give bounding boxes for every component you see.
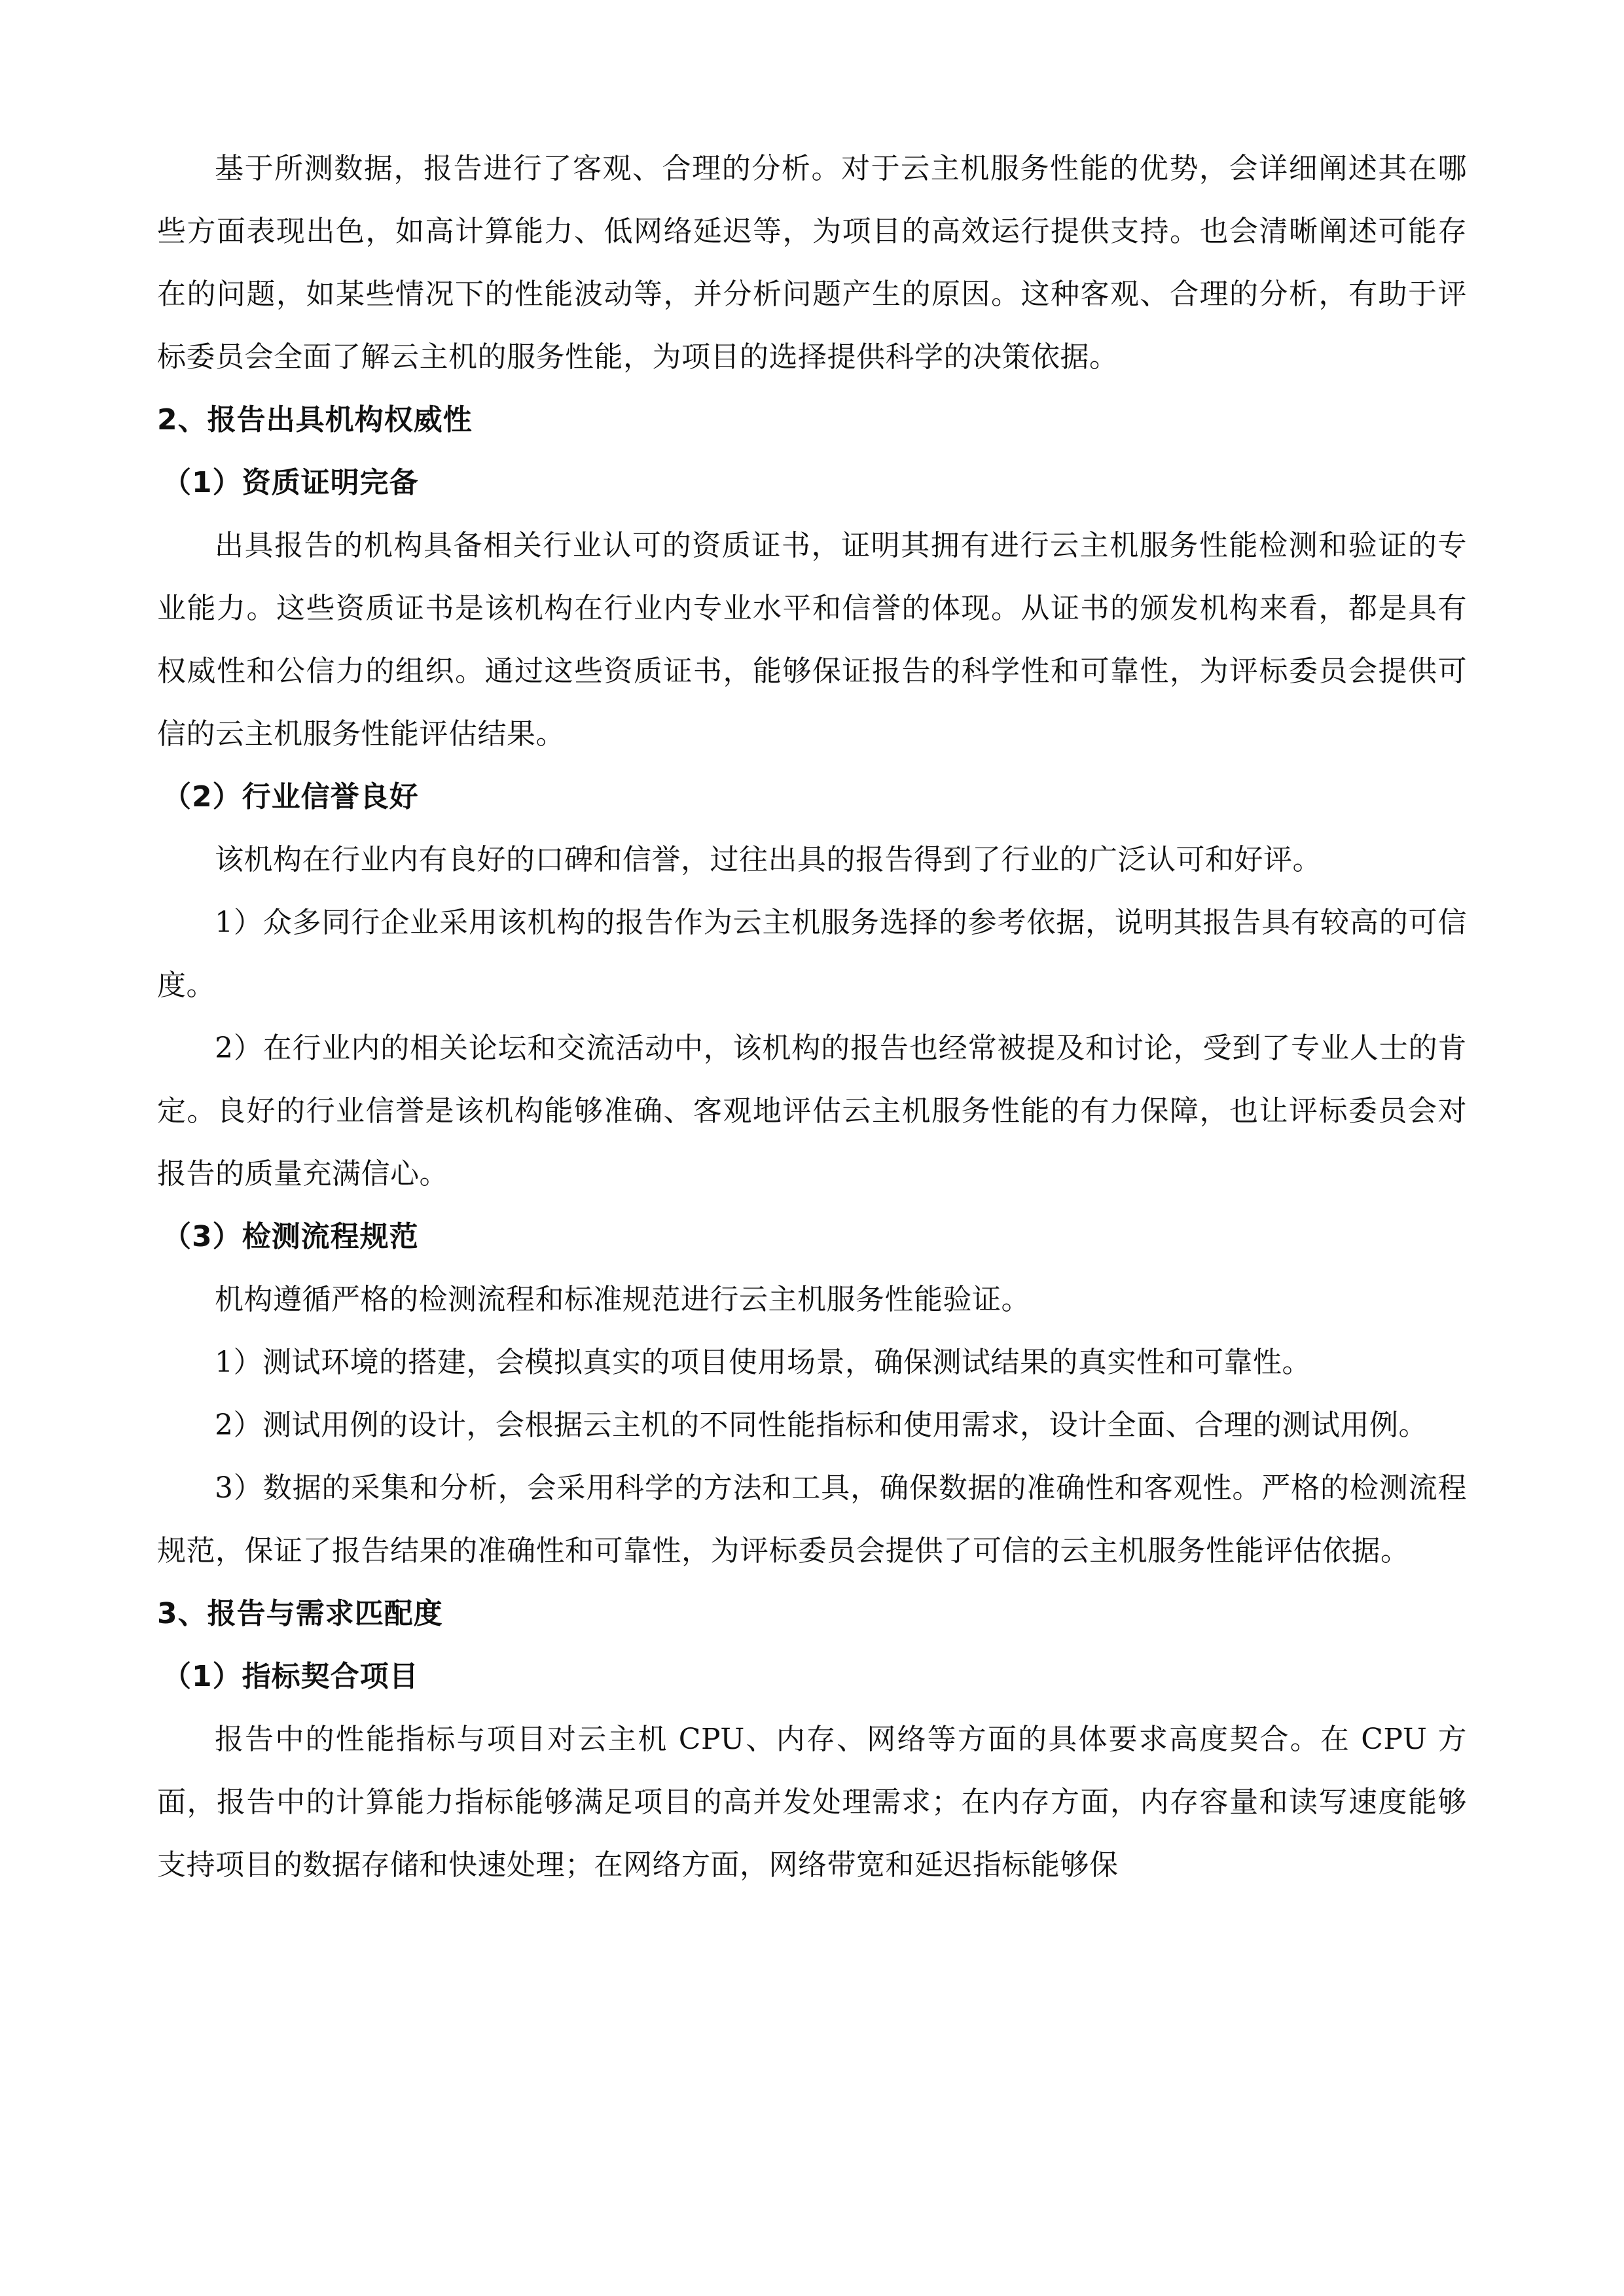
paragraph-qualification: 出具报告的机构具备相关行业认可的资质证书，证明其拥有进行云主机服务性能检测和验证的专业能力。这些资质证书是该机构在行业内专业水平和信誉的体现。从证书的颁发机构来看，都是具有权威性和公信力的组织。通过这些资质证书，能够保证报告的科学性和可靠性，为评标委员会提供可信的云主机服务性能评估结果。: [157, 529, 1467, 751]
paragraph-process: 机构遵循严格的检测流程和标准规范进行云主机服务性能验证。: [215, 1283, 1030, 1316]
section-heading-authority: 2、报告出具机构权威性: [157, 403, 473, 437]
section-heading-match: 3、报告与需求匹配度: [157, 1597, 443, 1630]
paragraph-process-2: 2）测试用例的设计，会根据云主机的不同性能指标和使用需求，设计全面、合理的测试用例。: [215, 1408, 1428, 1442]
subheading-reputation: （2）行业信誉良好: [162, 780, 419, 814]
paragraph-process-1: 1）测试环境的搭建，会模拟真实的项目使用场景，确保测试结果的真实性和可靠性。: [215, 1346, 1311, 1379]
paragraph-analysis: 基于所测数据，报告进行了客观、合理的分析。对于云主机服务性能的优势，会详细阐述其在哪些方面表现出色，如高计算能力、低网络延迟等，为项目的高效运行提供支持。也会清晰阐述可能存在的问题，如某些情况下的性能波动等，并分析问题产生的原因。这种客观、合理的分析，有助于评标委员会全面了解云主机的服务性能，为项目的选择提供科学的决策依据。: [157, 152, 1467, 374]
paragraph-process-3: 3）数据的采集和分析，会采用科学的方法和工具，确保数据的准确性和客观性。严格的检测流程规范，保证了报告结果的准确性和可靠性，为评标委员会提供了可信的云主机服务性能评估依据。: [157, 1471, 1467, 1568]
subheading-qualification: （1）资质证明完备: [162, 466, 419, 499]
paragraph-reputation-1: 1）众多同行企业采用该机构的报告作为云主机服务选择的参考依据，说明其报告具有较高的可信度。: [157, 906, 1467, 1002]
paragraph-reputation-2: 2）在行业内的相关论坛和交流活动中，该机构的报告也经常被提及和讨论，受到了专业人士的肯定。良好的行业信誉是该机构能够准确、客观地评估云主机服务性能的有力保障，也让评标委员会对报告的质量充满信心。: [157, 1031, 1467, 1191]
subheading-process: （3）检测流程规范: [162, 1220, 419, 1253]
paragraph-indicators: 报告中的性能指标与项目对云主机 CPU、内存、网络等方面的具体要求高度契合。在 CPU 方面，报告中的计算能力指标能够满足项目的高并发处理需求；在内存方面，内存容量和读写速度能够支持项目的数据存储和快速处理；在网络方面，网络带宽和延迟指标能够保: [157, 1723, 1467, 1882]
paragraph-reputation: 该机构在行业内有良好的口碑和信誉，过往出具的报告得到了行业的广泛认可和好评。: [215, 843, 1322, 876]
subheading-indicators: （1）指标契合项目: [162, 1660, 419, 1693]
